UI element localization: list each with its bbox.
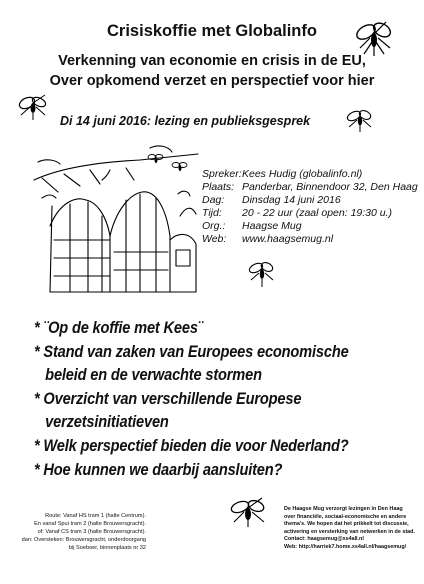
organizer-line: De Haagse Mug verzorgt lezingen in Den Haag <box>284 506 403 512</box>
topic-item: * Stand van zaken van Europees economische <box>34 341 349 361</box>
topic-item-continued: verzetsinitiatieven <box>45 412 169 432</box>
topic-item-continued: beleid en de verwachte stormen <box>45 365 262 385</box>
detail-row-speaker <box>202 168 418 181</box>
route-line: En vanaf Spui tram 2 (halte Brouwersgracht). <box>34 521 146 527</box>
page-title: Crisiskoffie met Globalinfo <box>107 22 317 40</box>
detail-label: Dag: <box>202 194 225 206</box>
detail-value: Dinsdag 14 juni 2016 <box>242 194 341 206</box>
topic-item: * Overzicht van verschillende Europese <box>34 388 302 408</box>
route-line: Route: Vanaf HS tram 1 (halte Centrum). <box>45 513 146 519</box>
route-line: of: Vanaf CS tram 3 (halte Brouwersgracht). <box>37 529 146 535</box>
detail-row-place <box>202 181 418 194</box>
mosquito-icon <box>15 93 53 121</box>
mosquito-icon <box>352 18 400 58</box>
mosquito-icon <box>344 107 376 133</box>
route-info <box>18 512 146 552</box>
detail-label: Spreker: <box>202 168 242 180</box>
detail-row-day <box>202 194 418 207</box>
detail-label: Org.: <box>202 220 226 232</box>
detail-value: Haagse Mug <box>242 220 302 232</box>
topic-item: * Welk perspectief bieden die voor Nederland? <box>34 435 349 455</box>
mosquito-icon <box>226 496 272 528</box>
detail-value: Panderbar, Binnendoor 32, Den Haag <box>242 181 418 193</box>
detail-row-web <box>202 233 418 246</box>
topic-item: * Hoe kunnen we daarbij aansluiten? <box>34 459 283 479</box>
topic-item: * ¨Op de koffie met Kees¨ <box>34 318 203 337</box>
topic-list <box>34 316 424 481</box>
detail-row-org <box>202 220 418 233</box>
organizer-info <box>284 506 424 552</box>
detail-row-time <box>202 207 418 220</box>
route-line: dan: Oversteken: Brouwersgracht, onderdoorgang <box>21 537 146 543</box>
event-details <box>202 168 418 246</box>
subtitle-line-1: Verkenning van economie en crisis in de EU, <box>58 53 366 69</box>
detail-label: Web: <box>202 233 227 245</box>
detail-value: 20 - 22 uur (zaal open: 19:30 u.) <box>242 207 393 219</box>
detail-value[interactable]: www.haagsemug.nl <box>242 233 334 245</box>
route-line: bij Soeboer, binnenplaats nr 32 <box>68 545 146 551</box>
organizer-line: thema's. We hopen dat het prikkelt tot discussie, <box>284 521 409 528</box>
contact-line[interactable]: Contact: haagsemug@xs4all.nl <box>284 536 364 543</box>
detail-label: Tijd: <box>202 207 222 219</box>
detail-value: Kees Hudig (globalinfo.nl) <box>242 168 363 180</box>
organizer-line: activering en versterking van netwerken in de stad. <box>284 528 415 535</box>
detail-label: Plaats: <box>202 181 235 193</box>
organizer-line: over financiële, sociaal-economische en andere <box>284 513 407 520</box>
subtitle-line-2: Over opkomend verzet en perspectief voor hier <box>49 73 375 89</box>
web-line[interactable]: Web: http://harriek7.home.xs4all.nl/haagsemug/ <box>284 543 407 550</box>
building-sketch-icon <box>30 140 202 300</box>
mosquito-icon <box>245 258 279 288</box>
event-date: Di 14 juni 2016: lezing en publieksgesprek <box>60 114 311 128</box>
